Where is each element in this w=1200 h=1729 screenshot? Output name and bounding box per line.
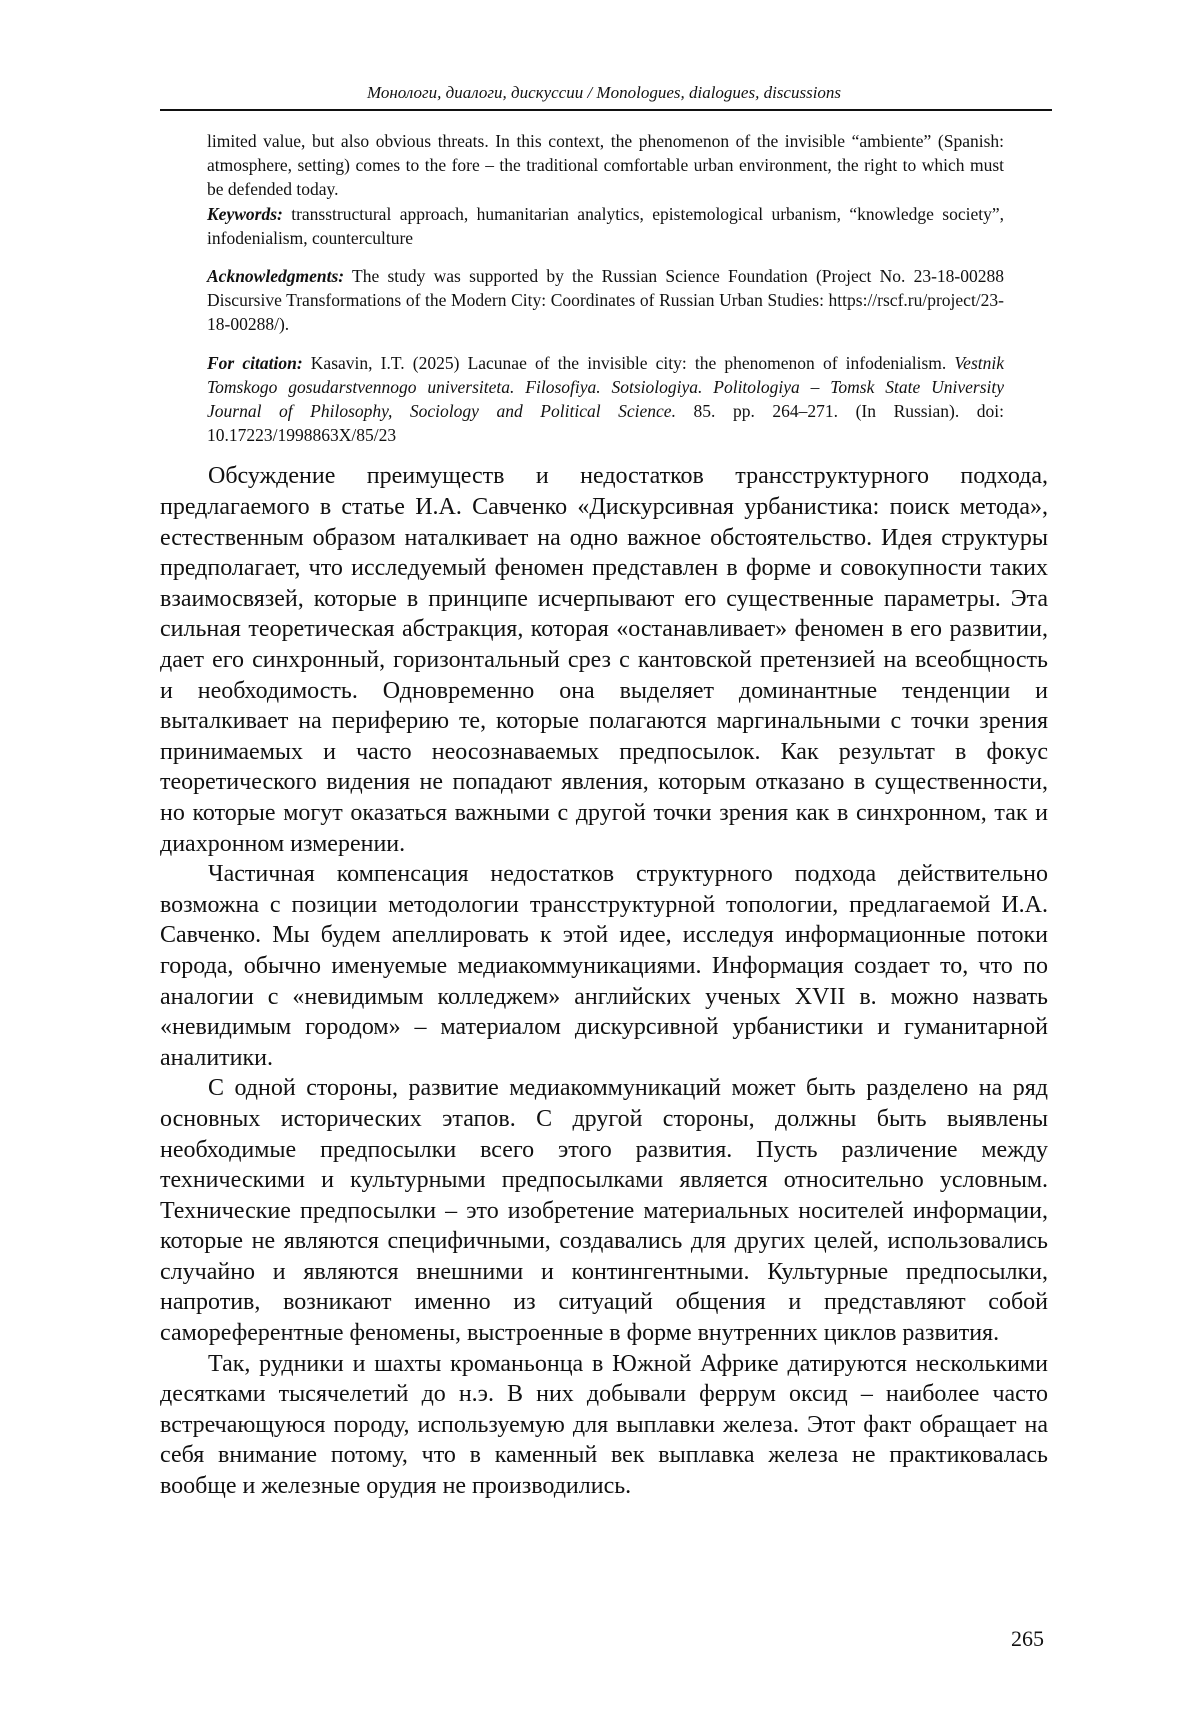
body-paragraph-3: С одной стороны, развитие медиакоммуникаций может быть разделено на ряд основных исторических этапов. С другой стороны, должны быть выявлены необходимые предпосылки всего этого развития. Пусть различение между техническими и культурными предпосылками является относительно условным. Технические предпосылки – это изобретение материальных носителей информации, которые не являются специфичными, создавались для других целей, использовались случайно и являются внешними и контингентными. Культурные предпосылки, напротив, возникают именно из ситуаций общения и представляют собой самореферентные феномены, выстроенные в форме внутренних циклов развития.	[160, 1075, 1048, 1347]
running-head: Монологи, диалоги, дискуссии / Monologues, dialogues, discussions	[366, 83, 842, 102]
journal-page	[160, 82, 1048, 1502]
citation-label: For citation:	[207, 352, 303, 373]
article-body	[160, 461, 1048, 1501]
abstract-block	[207, 129, 1004, 447]
acknowledgments-text: The study was supported by the Russian Science Foundation (Project No. 23-18-00288 Discursive Transformations of the Modern City: Coordinates of Russian Urban Studies: https://rscf.ru/project/23-18-00288/).	[207, 266, 1004, 335]
acknowledgments	[207, 264, 1004, 337]
body-paragraph-4: Так, рудники и шахты кроманьонца в Южной Африке датируются несколькими десятками тысячелетий до н.э. В них добывали феррум оксид – наиболее часто встречающуюся породу, используемую для выплавки железа. Этот факт обращает на себя внимание потому, что в каменный век выплавка железа не практиковалась вообще и железные орудия не производились.	[160, 1350, 1048, 1500]
keywords-text: transstructural approach, humanitarian analytics, epistemological urbanism, “knowledge society”, infodenialism, counterculture	[207, 203, 1004, 248]
acknowledgments-label: Acknowledgments:	[207, 266, 345, 287]
citation	[207, 351, 1004, 448]
citation-text-b: 85. pp. 264–271. (In Russian). doi: 10.17223/1998863X/85/23	[207, 401, 1004, 446]
header-rule	[160, 109, 1052, 111]
keywords	[207, 202, 1004, 250]
body-paragraph-1: Обсуждение преимуществ и недостатков трансструктурного подхода, предлагаемого в статье И.А. Савченко «Дискурсивная урбанистика: поиск метода», естественным образом наталкивает на одно важное обстоятельство. Идея структуры предполагает, что исследуемый феномен представлен в форме и совокупности таких взаимосвязей, которые в принципе исчерпывают его существенные параметры. Эта сильная теоретическая абстракция, которая «останавливает» феномен в его развитии, дает его синхронный, горизонтальный срез с кантовской претензией на всеобщность и необходимость. Одновременно она выделяет доминантные тенденции и выталкивает на периферию те, которые полагаются маргинальными с точки зрения принимаемых и часто неосознаваемых предпосылок. Как результат в фокус теоретического видения не попадают явления, которым отказано в существенности, но которые могут оказаться важными с другой точки зрения как в синхронном, так и диахронном измерении.	[160, 463, 1048, 857]
abstract-continuation: limited value, but also obvious threats. In this context, the phenomenon of the invisible “ambiente” (Spanish: atmosphere, setting) comes to the fore – the traditional comfortable urban environment, the right to which must be defended today.	[207, 131, 1004, 200]
citation-text-a: Kasavin, I.T. (2025) Lacunae of the invisible city: the phenomenon of infodenialism.	[302, 352, 955, 373]
keywords-label: Keywords:	[207, 203, 283, 224]
body-paragraph-2: Частичная компенсация недостатков структурного подхода действительно возможна с позиции методологии трансструктурной топологии, предлагаемой И.А. Савченко. Мы будем апеллировать к этой идее, исследуя информационные потоки города, обычно именуемые медиакоммуникациями. Информация создает то, что по аналогии с «невидимым колледжем» английских ученых XVII в. можно назвать «невидимым городом» – материалом дискурсивной урбанистики и гуманитарной аналитики.	[160, 861, 1048, 1071]
citation-journal: Vestnik Tomskogo gosudarstvennogo universiteta. Filosofiya. Sotsiologiya. Politologiya – Tomsk State University Journal of Philosophy, Sociology and Political Science.	[207, 352, 1004, 422]
page-number: 265	[1011, 1626, 1044, 1651]
